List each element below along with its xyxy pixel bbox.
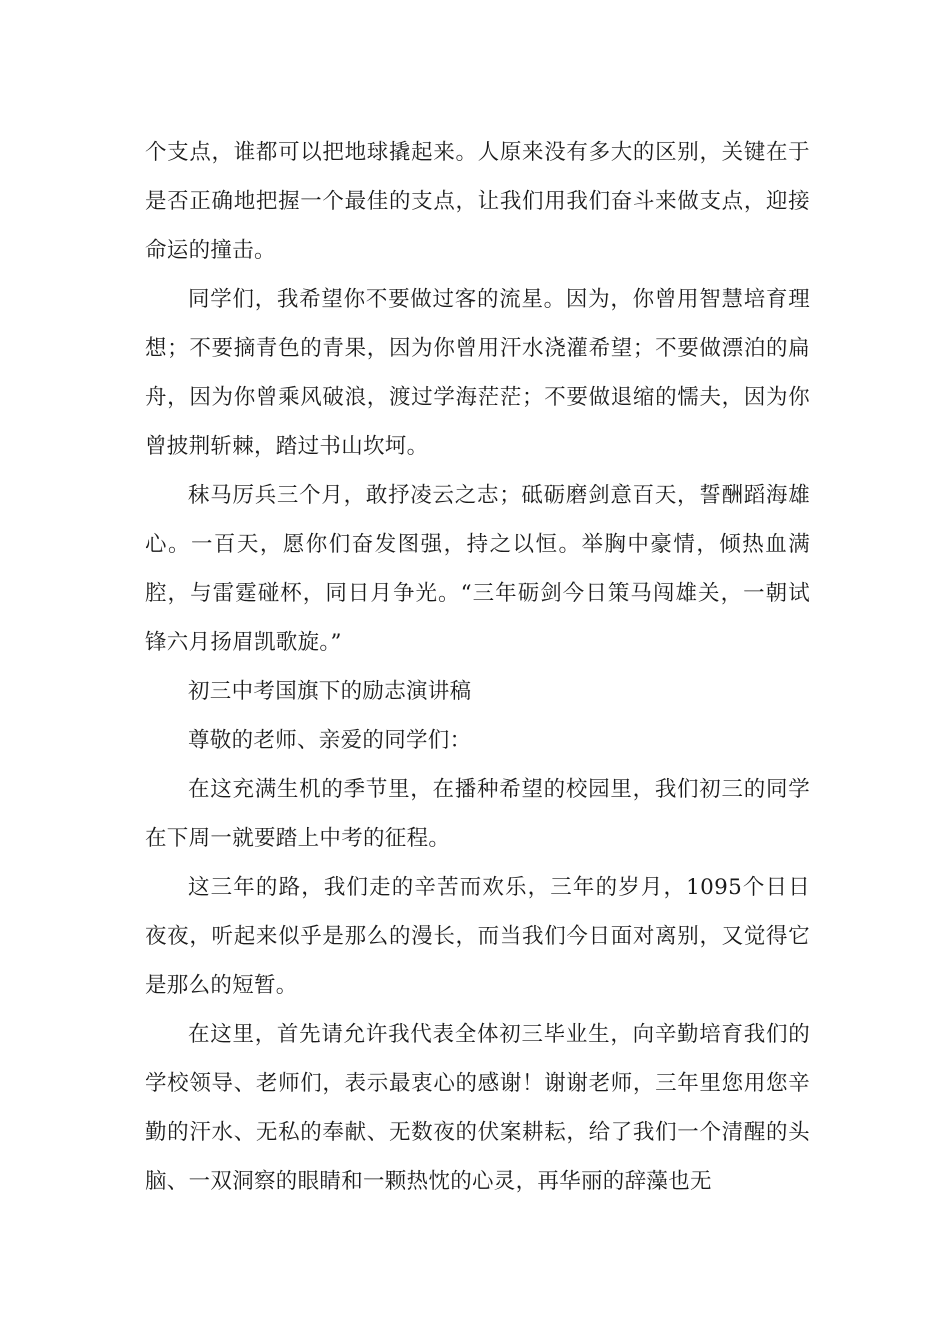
- section-title: 初三中考国旗下的励志演讲稿: [188, 679, 472, 704]
- paragraph: 在这充满生机的季节里，在播种希望的校园里，我们初三的同学在下周一就要踏上中考的征程。: [145, 777, 810, 851]
- salutation: 尊敬的老师、亲爱的同学们：: [188, 728, 472, 753]
- paragraph-continued: 个支点，谁都可以把地球撬起来。人原来没有多大的区别，关键在于是否正确地把握一个最佳的支点，让我们用我们奋斗来做支点，迎接命运的撞击。: [145, 140, 810, 263]
- paragraph: 这三年的路，我们走的辛苦而欢乐，三年的岁月，1095个日日夜夜，听起来似乎是那么的漫长，而当我们今日面对离别，又觉得它是那么的短暂。: [145, 875, 810, 998]
- paragraph: 同学们，我希望你不要做过客的流星。因为，你曾用智慧培育理想；不要摘青色的青果，因为你曾用汗水浇灌希望；不要做漂泊的扁舟，因为你曾乘风破浪，渡过学海茫茫；不要做退缩的懦夫，因为你曾披荆斩棘，踏过书山坎坷。: [145, 287, 810, 459]
- paragraph: 秣马厉兵三个月，敢抒凌云之志；砥砺磨剑意百天，誓酬蹈海雄心。一百天，愿你们奋发图强，持之以恒。举胸中豪情，倾热血满腔，与雷霆碰杯，同日月争光。“三年砺剑今日策马闯雄关，一朝试锋六月扬眉凯歌旋。”: [145, 483, 810, 655]
- document-body: [145, 128, 810, 1206]
- paragraph: 在这里，首先请允许我代表全体初三毕业生，向辛勤培育我们的学校领导、老师们，表示最衷心的感谢！谢谢老师，三年里您用您辛勤的汗水、无私的奉献、无数夜的伏案耕耘，给了我们一个清醒的头脑、一双洞察的眼睛和一颗热忱的心灵，再华丽的辞藻也无: [145, 1022, 810, 1194]
